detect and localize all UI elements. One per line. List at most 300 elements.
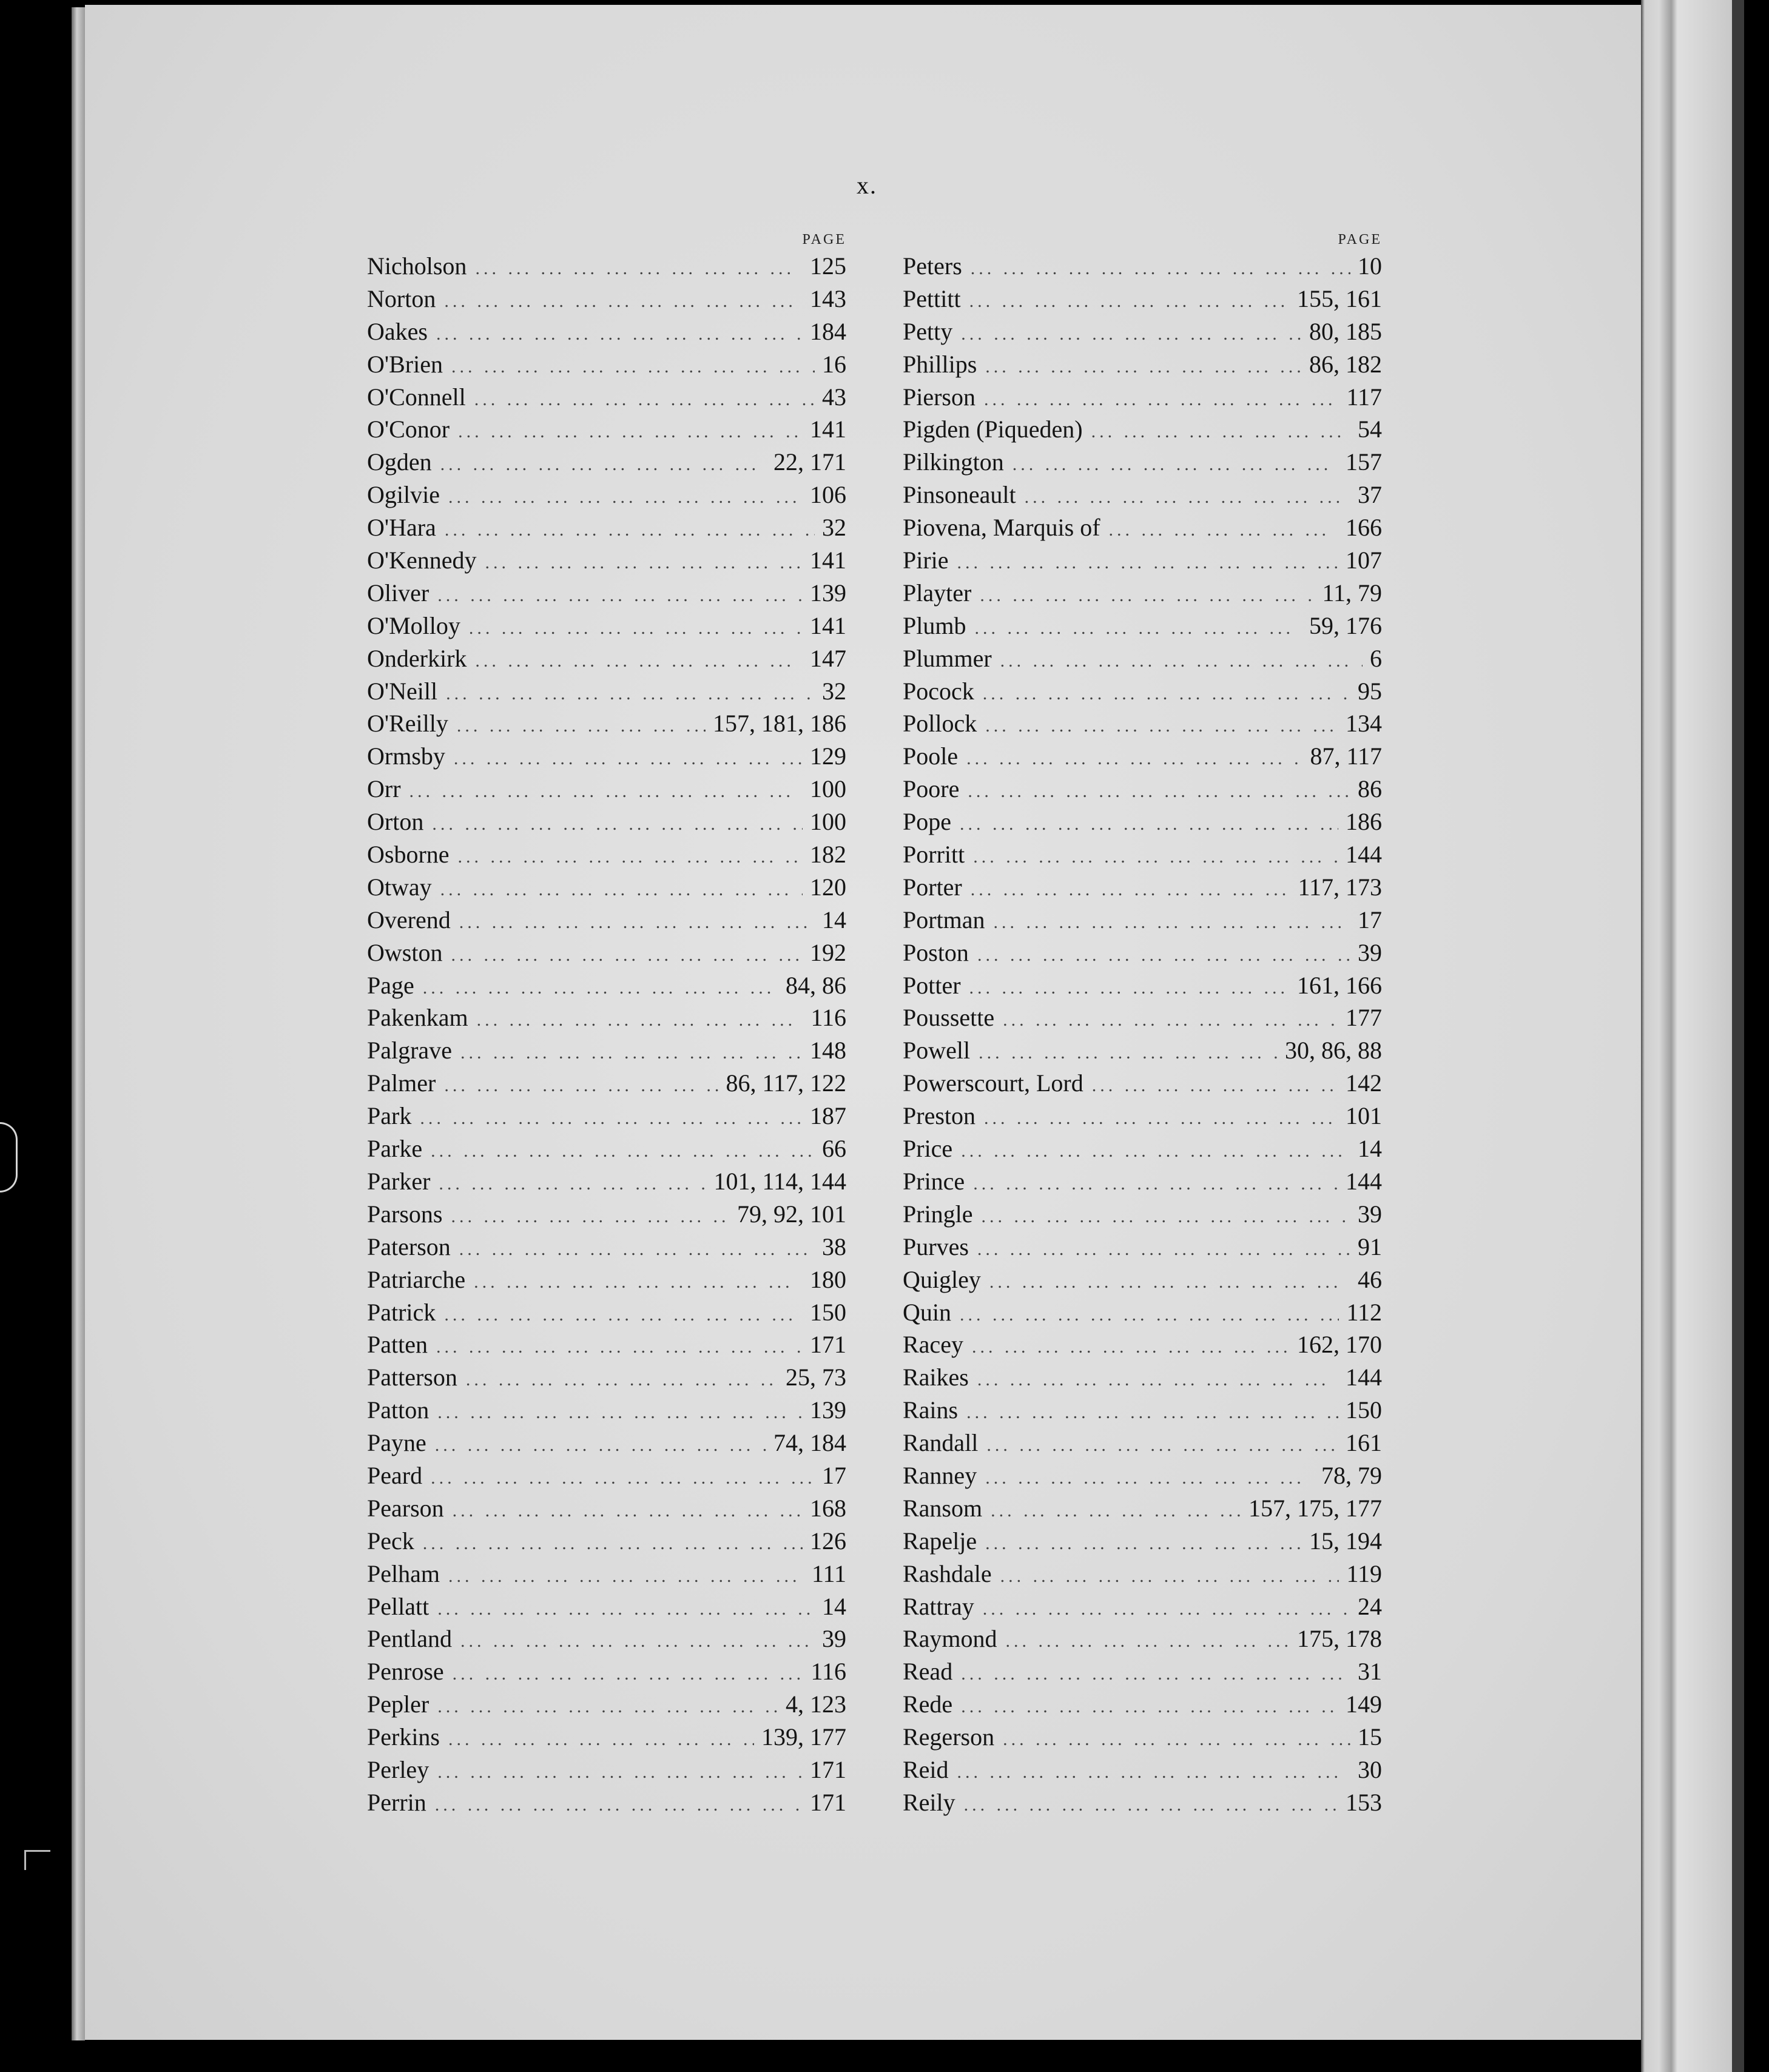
dot-leader	[983, 684, 1350, 704]
entry-pages: 141	[810, 611, 846, 639]
dot-leader	[451, 357, 815, 377]
dot-leader	[1091, 422, 1350, 442]
dot-leader	[974, 618, 1302, 639]
dot-leader	[423, 978, 778, 998]
entry-name: Purves	[903, 1233, 969, 1260]
dot-leader	[961, 1664, 1350, 1684]
entry-pages: 157, 181, 186	[713, 710, 846, 738]
entry-name: Read	[903, 1658, 953, 1686]
entry-name: Rains	[903, 1396, 959, 1424]
dot-leader	[431, 1141, 815, 1162]
entry-pages: 31	[1358, 1658, 1382, 1686]
entry-pages: 17	[1358, 906, 1382, 933]
dot-leader	[437, 585, 803, 606]
dot-leader	[474, 1272, 803, 1293]
entry-pages: 10	[1358, 252, 1382, 280]
dot-leader	[444, 1075, 718, 1096]
index-entry	[903, 383, 1382, 415]
index-entry	[903, 644, 1382, 677]
index-entry	[367, 1461, 846, 1494]
entry-pages: 6	[1370, 644, 1382, 672]
dot-leader	[991, 1501, 1241, 1521]
dot-leader	[460, 1631, 815, 1652]
dot-leader	[444, 291, 803, 312]
dot-leader	[989, 1272, 1350, 1293]
page-number: x.	[857, 172, 877, 199]
dot-leader	[440, 880, 803, 900]
margin-bracket-mark	[0, 1122, 18, 1192]
entry-name: Rede	[903, 1690, 953, 1718]
index-entry	[367, 611, 846, 644]
entry-pages: 74, 184	[773, 1429, 846, 1457]
entry-name: Ogilvie	[367, 481, 440, 509]
index-entry	[903, 1559, 1382, 1592]
index-entry	[367, 1233, 846, 1265]
index-entry	[367, 677, 846, 710]
dot-leader	[979, 1043, 1278, 1063]
entry-name: Raikes	[903, 1364, 969, 1391]
entry-name: Peters	[903, 252, 962, 280]
page-column-header: PAGE	[802, 232, 846, 247]
dot-leader	[469, 618, 803, 639]
dot-leader	[960, 814, 1338, 835]
dot-leader	[448, 1729, 754, 1750]
entry-pages: 187	[810, 1102, 846, 1130]
dot-leader	[475, 258, 803, 279]
entry-name: O'Conor	[367, 415, 450, 443]
entry-name: Pelham	[367, 1559, 440, 1587]
dot-leader	[1000, 1566, 1339, 1587]
index-entry	[367, 644, 846, 677]
entry-name: Portman	[903, 906, 985, 933]
index-entry	[903, 448, 1382, 480]
dot-leader	[437, 1599, 815, 1620]
index-entry	[367, 415, 846, 448]
entry-pages: 162, 170	[1297, 1331, 1382, 1359]
entry-name: Pentland	[367, 1625, 452, 1653]
dot-leader	[1006, 1631, 1290, 1652]
dot-leader	[983, 1599, 1350, 1620]
index-entry	[367, 1657, 846, 1690]
entry-pages: 86	[1358, 775, 1382, 803]
index-entry	[903, 579, 1382, 611]
dot-leader	[423, 1533, 803, 1554]
entry-name: Poore	[903, 775, 960, 803]
entry-name: Randall	[903, 1429, 979, 1457]
entry-pages: 14	[822, 906, 846, 933]
entry-name: O'Molloy	[367, 611, 460, 639]
dot-leader	[964, 1795, 1338, 1815]
dot-leader	[431, 1468, 815, 1488]
index-entry	[903, 317, 1382, 350]
entry-pages: 14	[1358, 1135, 1382, 1163]
entry-pages: 168	[810, 1494, 846, 1522]
entry-name: Price	[903, 1135, 953, 1163]
entry-name: Pearson	[367, 1494, 444, 1522]
entry-pages: 143	[810, 284, 846, 312]
entry-name: Pringle	[903, 1200, 973, 1228]
entry-pages: 37	[1358, 481, 1382, 509]
entry-name: Peck	[367, 1527, 414, 1555]
dot-leader	[971, 880, 1291, 900]
crop-mark	[24, 1850, 50, 1870]
entry-pages: 30, 86, 88	[1285, 1037, 1382, 1065]
entry-pages: 106	[810, 481, 846, 509]
dot-leader	[420, 1108, 803, 1129]
dot-leader	[448, 1566, 804, 1587]
entry-pages: 101	[1346, 1102, 1382, 1130]
entry-name: Park	[367, 1102, 412, 1130]
dot-leader	[985, 1533, 1302, 1554]
entry-pages: 59, 176	[1309, 611, 1382, 639]
entry-pages: 80, 185	[1309, 317, 1382, 345]
entry-pages: 119	[1346, 1559, 1382, 1587]
entry-pages: 139	[810, 1396, 846, 1424]
dot-leader	[437, 1697, 778, 1717]
entry-name: Osborne	[367, 841, 450, 869]
index-column-left	[367, 227, 846, 1821]
entry-name: Pepler	[367, 1690, 430, 1718]
index-entry	[367, 546, 846, 579]
index-entry	[367, 1592, 846, 1625]
entry-name: Owston	[367, 938, 443, 966]
dot-leader	[444, 1305, 803, 1325]
index-entry	[903, 840, 1382, 873]
entry-name: Preston	[903, 1102, 975, 1130]
entry-name: Pilkington	[903, 448, 1004, 476]
dot-leader	[977, 945, 1350, 966]
entry-name: Powerscourt, Lord	[903, 1069, 1083, 1097]
dot-leader	[973, 847, 1338, 867]
dot-leader	[435, 1435, 766, 1456]
index-entry	[367, 709, 846, 742]
entry-name: O'Kennedy	[367, 547, 477, 574]
entry-pages: 39	[822, 1625, 846, 1653]
entry-pages: 91	[1358, 1233, 1382, 1260]
index-entry	[903, 1755, 1382, 1788]
dot-leader	[458, 847, 803, 867]
entry-pages: 11, 79	[1322, 579, 1382, 607]
entry-name: Quigley	[903, 1265, 981, 1293]
entry-pages: 141	[810, 547, 846, 574]
index-entry	[367, 317, 846, 350]
entry-name: Payne	[367, 1429, 426, 1457]
entry-name: Pocock	[903, 677, 974, 705]
entry-pages: 116	[810, 1658, 846, 1686]
entry-name: Regerson	[903, 1723, 995, 1751]
index-entry	[367, 1200, 846, 1233]
index-entry	[903, 1069, 1382, 1102]
entry-pages: 24	[1358, 1592, 1382, 1620]
dot-leader	[961, 1697, 1338, 1717]
dot-leader	[437, 1402, 803, 1423]
index-entry	[903, 1102, 1382, 1134]
entry-name: Pakenkam	[367, 1004, 468, 1032]
dot-leader	[961, 324, 1302, 345]
dot-leader	[1003, 1729, 1350, 1750]
index-entry	[367, 350, 846, 383]
entry-pages: 148	[810, 1037, 846, 1065]
entry-pages: 171	[810, 1755, 846, 1783]
entry-name: Patriarche	[367, 1265, 466, 1293]
entry-name: Pollock	[903, 710, 977, 738]
index-entry	[367, 1494, 846, 1527]
entry-pages: 54	[1358, 415, 1382, 443]
entry-name: Racey	[903, 1331, 963, 1359]
dot-leader	[969, 291, 1290, 312]
index-entry	[367, 1330, 846, 1363]
index-entry	[367, 971, 846, 1004]
entry-name: Palmer	[367, 1069, 436, 1097]
dot-leader	[466, 1370, 778, 1390]
index-entry	[903, 1265, 1382, 1298]
index-entry	[903, 677, 1382, 710]
index-entry	[903, 1298, 1382, 1331]
dot-leader	[969, 978, 1290, 998]
entry-name: Rapelje	[903, 1527, 977, 1555]
entry-pages: 78, 79	[1321, 1461, 1382, 1489]
entry-name: Pigden (Piqueden)	[903, 415, 1083, 443]
entry-name: Raymond	[903, 1625, 997, 1653]
index-entry	[903, 906, 1382, 938]
entry-name: Patterson	[367, 1364, 457, 1391]
entry-pages: 15	[1358, 1723, 1382, 1751]
entry-pages: 182	[810, 841, 846, 869]
entry-name: O'Brien	[367, 350, 443, 378]
dot-leader	[982, 1206, 1350, 1227]
entry-name: Powell	[903, 1037, 971, 1065]
entry-pages: 16	[822, 350, 846, 378]
entry-pages: 171	[810, 1788, 846, 1816]
index-entry	[903, 1428, 1382, 1461]
index-entry	[367, 252, 846, 284]
entry-name: Pettitt	[903, 284, 961, 312]
dot-leader	[971, 258, 1350, 279]
entry-name: Reily	[903, 1788, 955, 1816]
entry-name: Ogden	[367, 448, 432, 476]
entry-pages: 100	[810, 808, 846, 836]
dot-leader	[977, 1370, 1338, 1390]
dot-leader	[966, 1402, 1338, 1423]
entry-pages: 100	[810, 775, 846, 803]
entry-name: O'Reilly	[367, 710, 448, 738]
entry-pages: 125	[810, 252, 846, 280]
entry-name: Quin	[903, 1298, 951, 1326]
index-entry	[903, 1330, 1382, 1363]
dot-leader	[445, 520, 815, 540]
index-entry	[367, 1624, 846, 1657]
dot-leader	[972, 1337, 1290, 1357]
page-column-header: PAGE	[1338, 232, 1382, 247]
index-entry	[367, 1396, 846, 1428]
dot-leader	[436, 324, 803, 345]
entry-pages: 144	[1346, 1364, 1382, 1391]
entry-name: Phillips	[903, 350, 977, 378]
left-page-edge	[72, 7, 85, 2040]
index-entry	[903, 1233, 1382, 1265]
entry-pages: 134	[1346, 710, 1382, 738]
index-entry	[367, 873, 846, 906]
index-entry	[367, 1428, 846, 1461]
index-entry	[903, 709, 1382, 742]
entry-name: O'Connell	[367, 383, 466, 411]
entry-pages: 4, 123	[786, 1690, 846, 1718]
index-entry	[903, 513, 1382, 546]
index-entry	[367, 1167, 846, 1200]
entry-pages: 161, 166	[1297, 971, 1382, 999]
index-entry	[903, 1592, 1382, 1625]
entry-name: O'Hara	[367, 514, 436, 542]
index-entry	[367, 1265, 846, 1298]
index-entry	[903, 1494, 1382, 1527]
entry-pages: 43	[822, 383, 846, 411]
dot-leader	[460, 1043, 803, 1063]
dot-leader	[1000, 651, 1363, 671]
entry-pages: 150	[810, 1298, 846, 1326]
entry-name: Pierson	[903, 383, 975, 411]
index-entry	[367, 1102, 846, 1134]
index-entry	[367, 448, 846, 480]
index-entry	[903, 415, 1382, 448]
entry-pages: 144	[1346, 841, 1382, 869]
entry-name: Orr	[367, 775, 401, 803]
dot-leader	[435, 1795, 803, 1815]
index-entry	[367, 938, 846, 971]
dot-leader	[454, 748, 803, 769]
entry-pages: 192	[810, 938, 846, 966]
index-entry	[903, 1624, 1382, 1657]
index-entry	[367, 840, 846, 873]
entry-pages: 87, 117	[1310, 742, 1382, 770]
entry-name: Ormsby	[367, 742, 445, 770]
entry-name: Penrose	[367, 1658, 444, 1686]
dot-leader	[985, 716, 1338, 736]
entry-pages: 107	[1346, 547, 1382, 574]
dot-leader	[985, 357, 1302, 377]
entry-pages: 86, 117, 122	[726, 1069, 846, 1097]
entry-pages: 157, 175, 177	[1248, 1494, 1382, 1522]
entry-name: Perkins	[367, 1723, 440, 1751]
dot-leader	[1025, 487, 1350, 508]
entry-name: Norton	[367, 284, 436, 312]
index-entry	[903, 1461, 1382, 1494]
entry-name: Porter	[903, 873, 962, 901]
entry-name: Pirie	[903, 547, 949, 574]
index-entry	[903, 1003, 1382, 1036]
entry-name: Page	[367, 971, 414, 999]
entry-name: Palgrave	[367, 1037, 452, 1065]
dot-leader	[448, 487, 803, 508]
dot-leader	[451, 945, 803, 966]
entry-pages: 141	[810, 415, 846, 443]
index-entry	[903, 1363, 1382, 1396]
entry-pages: 22, 171	[773, 448, 846, 476]
index-column-right	[903, 227, 1382, 1821]
entry-pages: 39	[1358, 938, 1382, 966]
dot-leader	[477, 1010, 804, 1031]
dot-leader	[458, 422, 803, 442]
entry-name: Plumb	[903, 611, 966, 639]
entry-name: Nicholson	[367, 252, 467, 280]
entry-pages: 139, 177	[761, 1723, 846, 1751]
index-entry	[903, 1690, 1382, 1723]
dot-leader	[1109, 520, 1338, 540]
entry-pages: 117, 173	[1298, 873, 1382, 901]
entry-pages: 150	[1346, 1396, 1382, 1424]
entry-pages: 166	[1346, 514, 1382, 542]
dot-leader	[475, 651, 803, 671]
entry-name: Playter	[903, 579, 972, 607]
dot-leader	[440, 454, 766, 475]
dot-leader	[968, 781, 1350, 802]
entry-name: Patten	[367, 1331, 428, 1359]
index-entry	[367, 383, 846, 415]
entry-pages: 39	[1358, 1200, 1382, 1228]
dot-leader	[436, 1337, 803, 1357]
entry-name: Petty	[903, 317, 953, 345]
index-entry	[367, 480, 846, 513]
entry-name: Parker	[367, 1167, 431, 1195]
entry-pages: 101, 114, 144	[713, 1167, 846, 1195]
index-entry	[903, 1396, 1382, 1428]
dot-leader	[437, 1762, 803, 1783]
dot-leader	[453, 1501, 803, 1521]
entry-pages: 120	[810, 873, 846, 901]
entry-pages: 95	[1358, 677, 1382, 705]
entry-name: Rattray	[903, 1592, 974, 1620]
entry-pages: 32	[822, 514, 846, 542]
dot-leader	[957, 1762, 1350, 1783]
entry-pages: 155, 161	[1297, 284, 1382, 312]
entry-pages: 38	[822, 1233, 846, 1260]
index-entry	[903, 546, 1382, 579]
entry-name: Parke	[367, 1135, 423, 1163]
entry-name: Piovena, Marquis of	[903, 514, 1100, 542]
entry-pages: 184	[810, 317, 846, 345]
dot-leader	[453, 1664, 804, 1684]
entry-name: Pinsoneault	[903, 481, 1016, 509]
index-entry	[903, 807, 1382, 840]
entry-name: Oakes	[367, 317, 428, 345]
entry-pages: 161	[1346, 1429, 1382, 1457]
index-entry	[903, 1200, 1382, 1233]
index-entry	[367, 513, 846, 546]
index-entry	[367, 1755, 846, 1788]
entry-pages: 84, 86	[786, 971, 846, 999]
entry-name: O'Neill	[367, 677, 438, 705]
dot-leader	[957, 553, 1338, 573]
index-entry	[367, 1134, 846, 1167]
index-entry	[367, 1527, 846, 1559]
index-entry	[367, 284, 846, 317]
dot-leader	[966, 748, 1302, 769]
dot-leader	[432, 814, 803, 835]
index-entry	[367, 1363, 846, 1396]
index-entry	[903, 611, 1382, 644]
dot-leader	[961, 1141, 1350, 1162]
entry-pages: 153	[1346, 1788, 1382, 1816]
index-entry	[903, 873, 1382, 906]
dot-leader	[984, 389, 1339, 410]
entry-pages: 171	[810, 1331, 846, 1359]
entry-pages: 149	[1346, 1690, 1382, 1718]
entry-name: Perrin	[367, 1788, 426, 1816]
entry-pages: 144	[1346, 1167, 1382, 1195]
index-entry	[903, 742, 1382, 775]
dot-leader	[459, 1239, 815, 1260]
index-entry	[903, 1134, 1382, 1167]
right-binding-edge	[1641, 0, 1744, 2072]
